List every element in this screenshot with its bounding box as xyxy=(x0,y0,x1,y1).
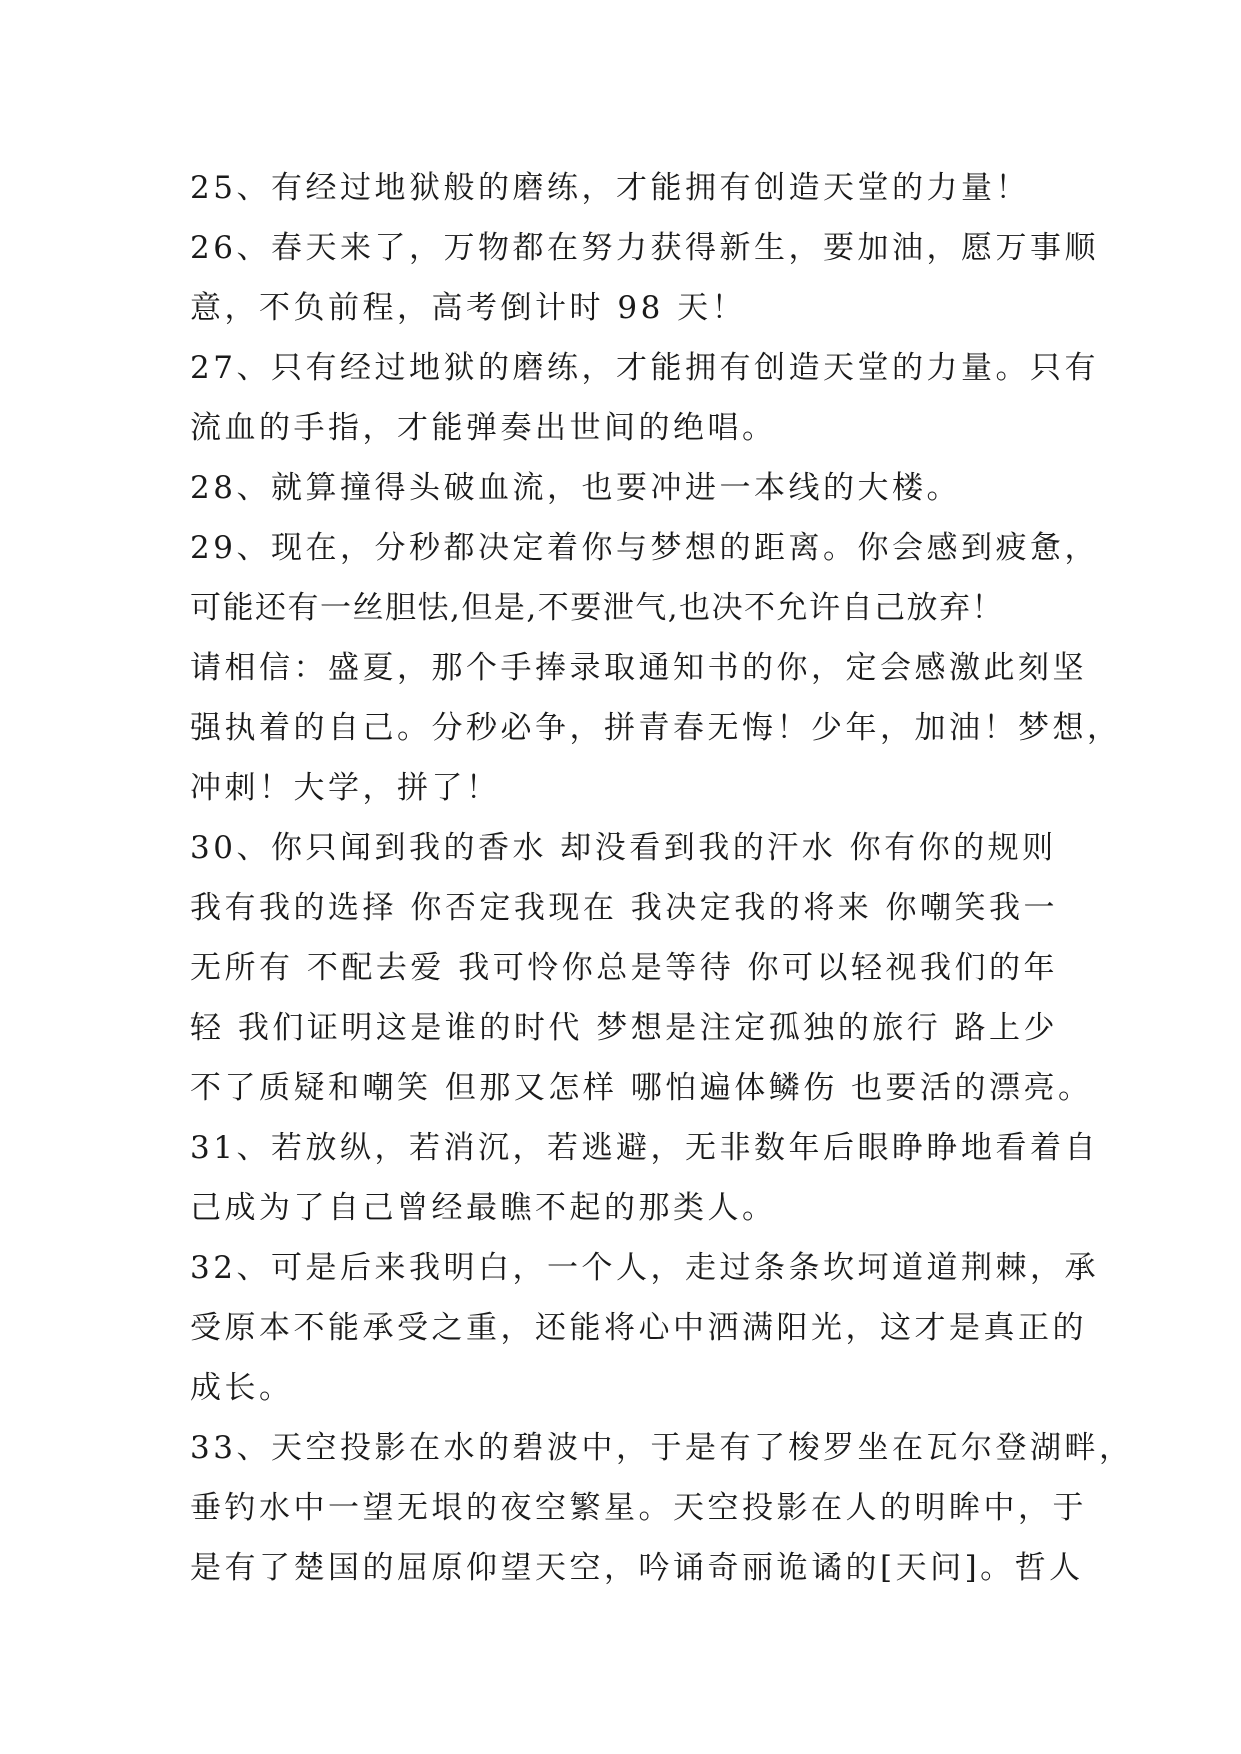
text-line: 28、就算撞得头破血流，也要冲进一本线的大楼。 xyxy=(190,470,961,506)
text-line: 32、可是后来我明白，一个人，走过条条坎坷道道荆棘，承 xyxy=(190,1250,1099,1286)
text-line: 轻 我们证明这是谁的时代 梦想是注定孤独的旅行 路上少 xyxy=(190,1010,1059,1046)
text-line: 强执着的自己。分秒必争，拼青春无悔！少年，加油！梦想， xyxy=(190,710,1122,746)
text-line: 请相信：盛夏，那个手捧录取通知书的你，定会感激此刻坚 xyxy=(190,650,1087,686)
text-line: 33、天空投影在水的碧波中，于是有了梭罗坐在瓦尔登湖畔， xyxy=(190,1430,1134,1466)
document-body xyxy=(190,158,1134,1598)
text-line: 29、现在，分秒都决定着你与梦想的距离。你会感到疲惫， xyxy=(190,530,1099,566)
text-line: 31、若放纵，若消沉，若逃避，无非数年后眼睁睁地看着自 xyxy=(190,1130,1099,1166)
text-line: 垂钓水中一望无垠的夜空繁星。天空投影在人的明眸中，于 xyxy=(190,1490,1087,1526)
text-line: 流血的手指，才能弹奏出世间的绝唱。 xyxy=(190,410,777,446)
text-line: 25、有经过地狱般的磨练，才能拥有创造天堂的力量！ xyxy=(190,170,1030,206)
text-line: 是有了楚国的屈原仰望天空，吟诵奇丽诡谲的[天问]。哲人 xyxy=(190,1550,1084,1586)
text-line: 冲刺！大学，拼了！ xyxy=(190,770,501,806)
text-line: 30、你只闻到我的香水 却没看到我的汗水 你有你的规则 xyxy=(190,830,1057,866)
text-line: 无所有 不配去爱 我可怜你总是等待 你可以轻视我们的年 xyxy=(190,950,1059,986)
text-line: 26、春天来了，万物都在努力获得新生，要加油，愿万事顺 xyxy=(190,230,1099,266)
text-line: 可能还有一丝胆怯,但是,不要泄气,也决不允许自己放弃！ xyxy=(190,590,1005,626)
text-line: 己成为了自己曾经最瞧不起的那类人。 xyxy=(190,1190,777,1226)
text-line: 27、只有经过地狱的磨练，才能拥有创造天堂的力量。只有 xyxy=(190,350,1099,386)
text-line: 我有我的选择 你否定我现在 我决定我的将来 你嘲笑我一 xyxy=(190,890,1059,926)
text-line: 意，不负前程，高考倒计时 98 天！ xyxy=(190,290,747,326)
text-line: 成长。 xyxy=(190,1370,294,1406)
text-line: 受原本不能承受之重，还能将心中洒满阳光，这才是真正的 xyxy=(190,1310,1087,1346)
text-line: 不了质疑和嘲笑 但那又怎样 哪怕遍体鳞伤 也要活的漂亮。 xyxy=(190,1070,1093,1106)
